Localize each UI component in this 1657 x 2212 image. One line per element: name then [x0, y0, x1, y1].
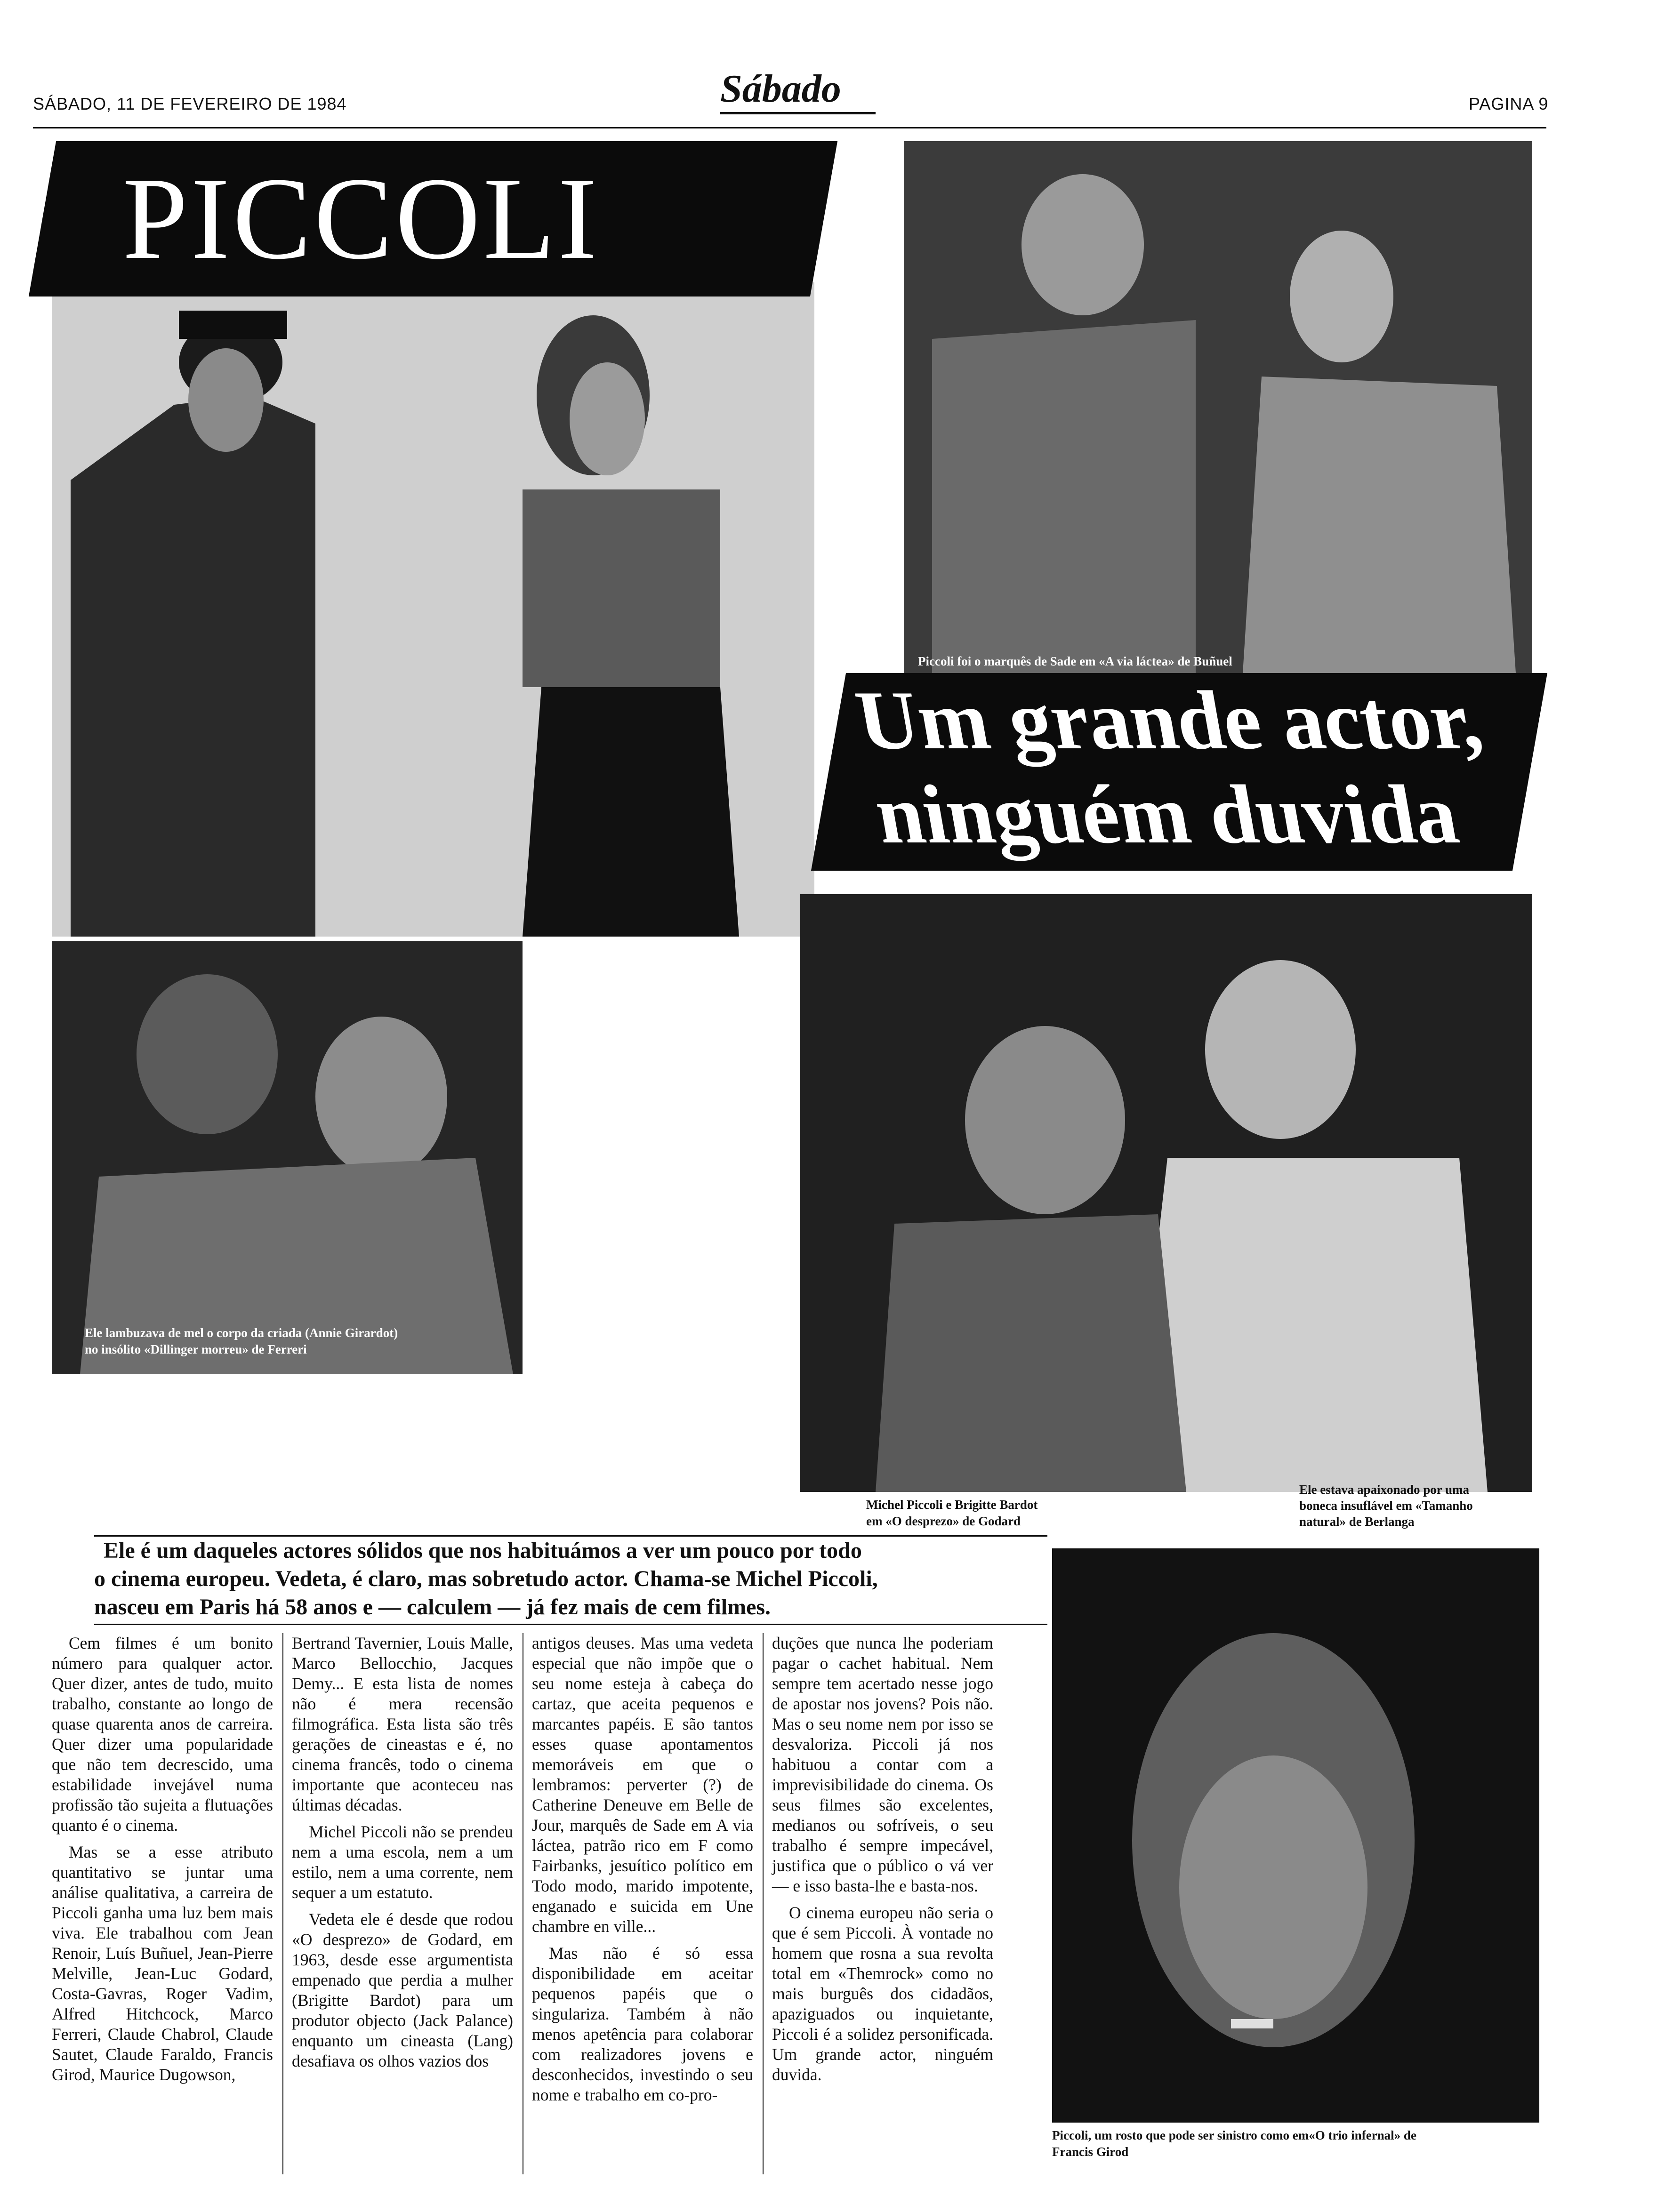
- header-rule: [33, 127, 1546, 128]
- caption-tamanho-2: boneca insuflável em «Tamanho: [1299, 1499, 1473, 1513]
- body-col3-paragraph-2: Mas não é só essa disponibilidade em aceitar pequenos papéis que o singulariza. Também à não menos apetência para colaborar com realizadores jovens e desconhecidos, investindo o seu nome e trabalho em co-pro-: [532, 1944, 753, 2104]
- body-column-4: [772, 1633, 993, 2085]
- lead-line-3: nasceu em Paris há 58 anos e — calculem — já fez mais de cem filmes.: [94, 1595, 771, 1619]
- body-column-3: [532, 1633, 753, 2105]
- headline-line-2: ninguém duvida: [868, 768, 1464, 861]
- body-col3-paragraph-1: antigos deuses. Mas uma vedeta especial que não impõe que o seu nome esteja à cabeça do cartaz, que aceita pequenos e marcantes papéis. E são tantos esses quase apontamentos memoráveis em que o lembramos: perverter (?) de Catherine Deneuve em Belle de Jour, marquês de Sade em A via láctea, patrão rico em F como Fairbanks, jesuítico político em Todo modo, marido impotente, enganado e suicida em Une chambre en ville...: [532, 1634, 753, 1936]
- photo-trio-infernal: [1052, 1548, 1539, 2123]
- body-col1-paragraph-2: Mas se a esse atributo quantitativo se juntar uma análise qualitativa, a carreira de Piccoli ganha uma luz bem mais viva. Ele trabalhou com Jean Renoir, Luís Buñuel, Jean-Pierre Melville, Jean-Luc Godard, Costa-Gavras, Roger Vadim, Alfred Hitchcock, Marco Ferreri, Claude Chabrol, Claude Sautet, Claude Faraldo, Francis Girod, Maurice Dugowson,: [52, 1843, 273, 2084]
- photo-dillinger-figures: [52, 941, 523, 1374]
- lead-line-1: Ele é um daqueles actores sólidos que nos habituámos a ver um pouco por todo: [104, 1538, 862, 1563]
- caption-dillinger-2: no insólito «Dillinger morreu» de Ferreri: [85, 1342, 307, 1356]
- caption-tamanho-3: natural» de Berlanga: [1299, 1515, 1415, 1529]
- issue-date: SÁBADO, 11 DE FEVEREIRO DE 1984: [33, 94, 347, 113]
- title-text: PICCOLI: [122, 153, 600, 284]
- photo-tamanho-figures: [800, 894, 1532, 1492]
- page-number: PAGINA 9: [1469, 94, 1549, 113]
- body-column-2: [292, 1633, 513, 2071]
- photo-sade-figures: [904, 141, 1532, 673]
- photo-via-lactea: [904, 141, 1532, 673]
- caption-via-lactea: Piccoli foi o marquês de Sade em «A via láctea» de Buñuel: [918, 654, 1232, 668]
- masthead-logo: Sábado: [720, 67, 841, 111]
- lead-paragraph: [94, 1537, 1050, 1621]
- photo-figures: [52, 282, 814, 937]
- body-col2-paragraph-1: Bertrand Tavernier, Louis Malle, Marco Bellocchio, Jacques Demy... E esta lista de nomes não é mera recensão filmográfica. Esta lista são três gerações de cineastas e é, no cinema francês, todo o cinema importante que aconteceu nas últimas décadas.: [292, 1634, 513, 1814]
- caption-trio-2: Francis Girod: [1052, 2145, 1129, 2159]
- body-col4-paragraph-2: O cinema europeu não seria o que é sem Piccoli. À vontade no homem que rosna a sua revolta total em «Themrock» como no mais burguês dos cidadãos, apaziguados ou inquietante, Piccoli é a solidez personificada. Um grande actor, ninguém duvida.: [772, 1903, 993, 2084]
- column-divider-1: [282, 1633, 283, 2174]
- caption-dillinger-1: Ele lambuzava de mel o corpo da criada (Annie Girardot): [85, 1326, 398, 1340]
- caption-desprezo-1: Michel Piccoli e Brigitte Bardot: [866, 1498, 1038, 1512]
- logo-underline: [720, 112, 876, 114]
- caption-tamanho-1: Ele estava apaixonado por uma: [1299, 1483, 1470, 1497]
- photo-dillinger: [52, 941, 523, 1374]
- column-divider-3: [763, 1633, 764, 2174]
- photo-bardot-piccoli-main: [52, 282, 814, 937]
- title-banner: [29, 141, 837, 297]
- lead-rule-bottom: [94, 1624, 1047, 1625]
- headline-line-1: Um grande actor,: [849, 673, 1489, 767]
- body-col2-paragraph-2: Michel Piccoli não se prendeu nem a uma escola, nem a um estilo, nem a uma corrente, nem sequer a um estatuto.: [292, 1822, 513, 1902]
- body-col2-paragraph-3: Vedeta ele é desde que rodou «O desprezo» de Godard, em 1963, desde esse argumentista empenado que perdia a mulher (Brigitte Bardot) para um produtor objecto (Jack Palance) enquanto um cineasta (Lang) desafiava os olhos vazios dos: [292, 1910, 513, 2070]
- headline-banner: [811, 673, 1547, 871]
- caption-desprezo-2: em «O desprezo» de Godard: [866, 1514, 1021, 1528]
- photo-portrait-figure: [1052, 1548, 1539, 2123]
- body-col1-paragraph-1: Cem filmes é um bonito número para qualquer actor. Quer dizer, antes de tudo, muito trabalho, constante ao longo de quase quarenta anos de carreira. Quer dizer uma popularidade que não tem decrescido, uma estabilidade invejável numa profissão tão sujeita a flutuações quanto é o cinema.: [52, 1634, 273, 1835]
- body-column-1: [52, 1633, 273, 2085]
- lead-line-2: o cinema europeu. Vedeta, é claro, mas sobretudo actor. Chama-se Michel Piccoli,: [94, 1566, 878, 1591]
- caption-trio-1: Piccoli, um rosto que pode ser sinistro como em«O trio infernal» de: [1052, 2128, 1416, 2142]
- body-col4-paragraph-1: duções que nunca lhe poderiam pagar o cachet habitual. Nem sempre tem acertado nesse jogo de apostar nos jovens? Pois não. Mas o seu nome nem por isso se desvaloriza. Piccoli já nos habituou a contar com a imprevisibilidade do cinema. Os seus filmes são excelentes, medianos ou sofríveis, o seu trabalho é sempre impecável, justifica que o público o vá ver — e isso basta-lhe e basta-nos.: [772, 1634, 993, 1895]
